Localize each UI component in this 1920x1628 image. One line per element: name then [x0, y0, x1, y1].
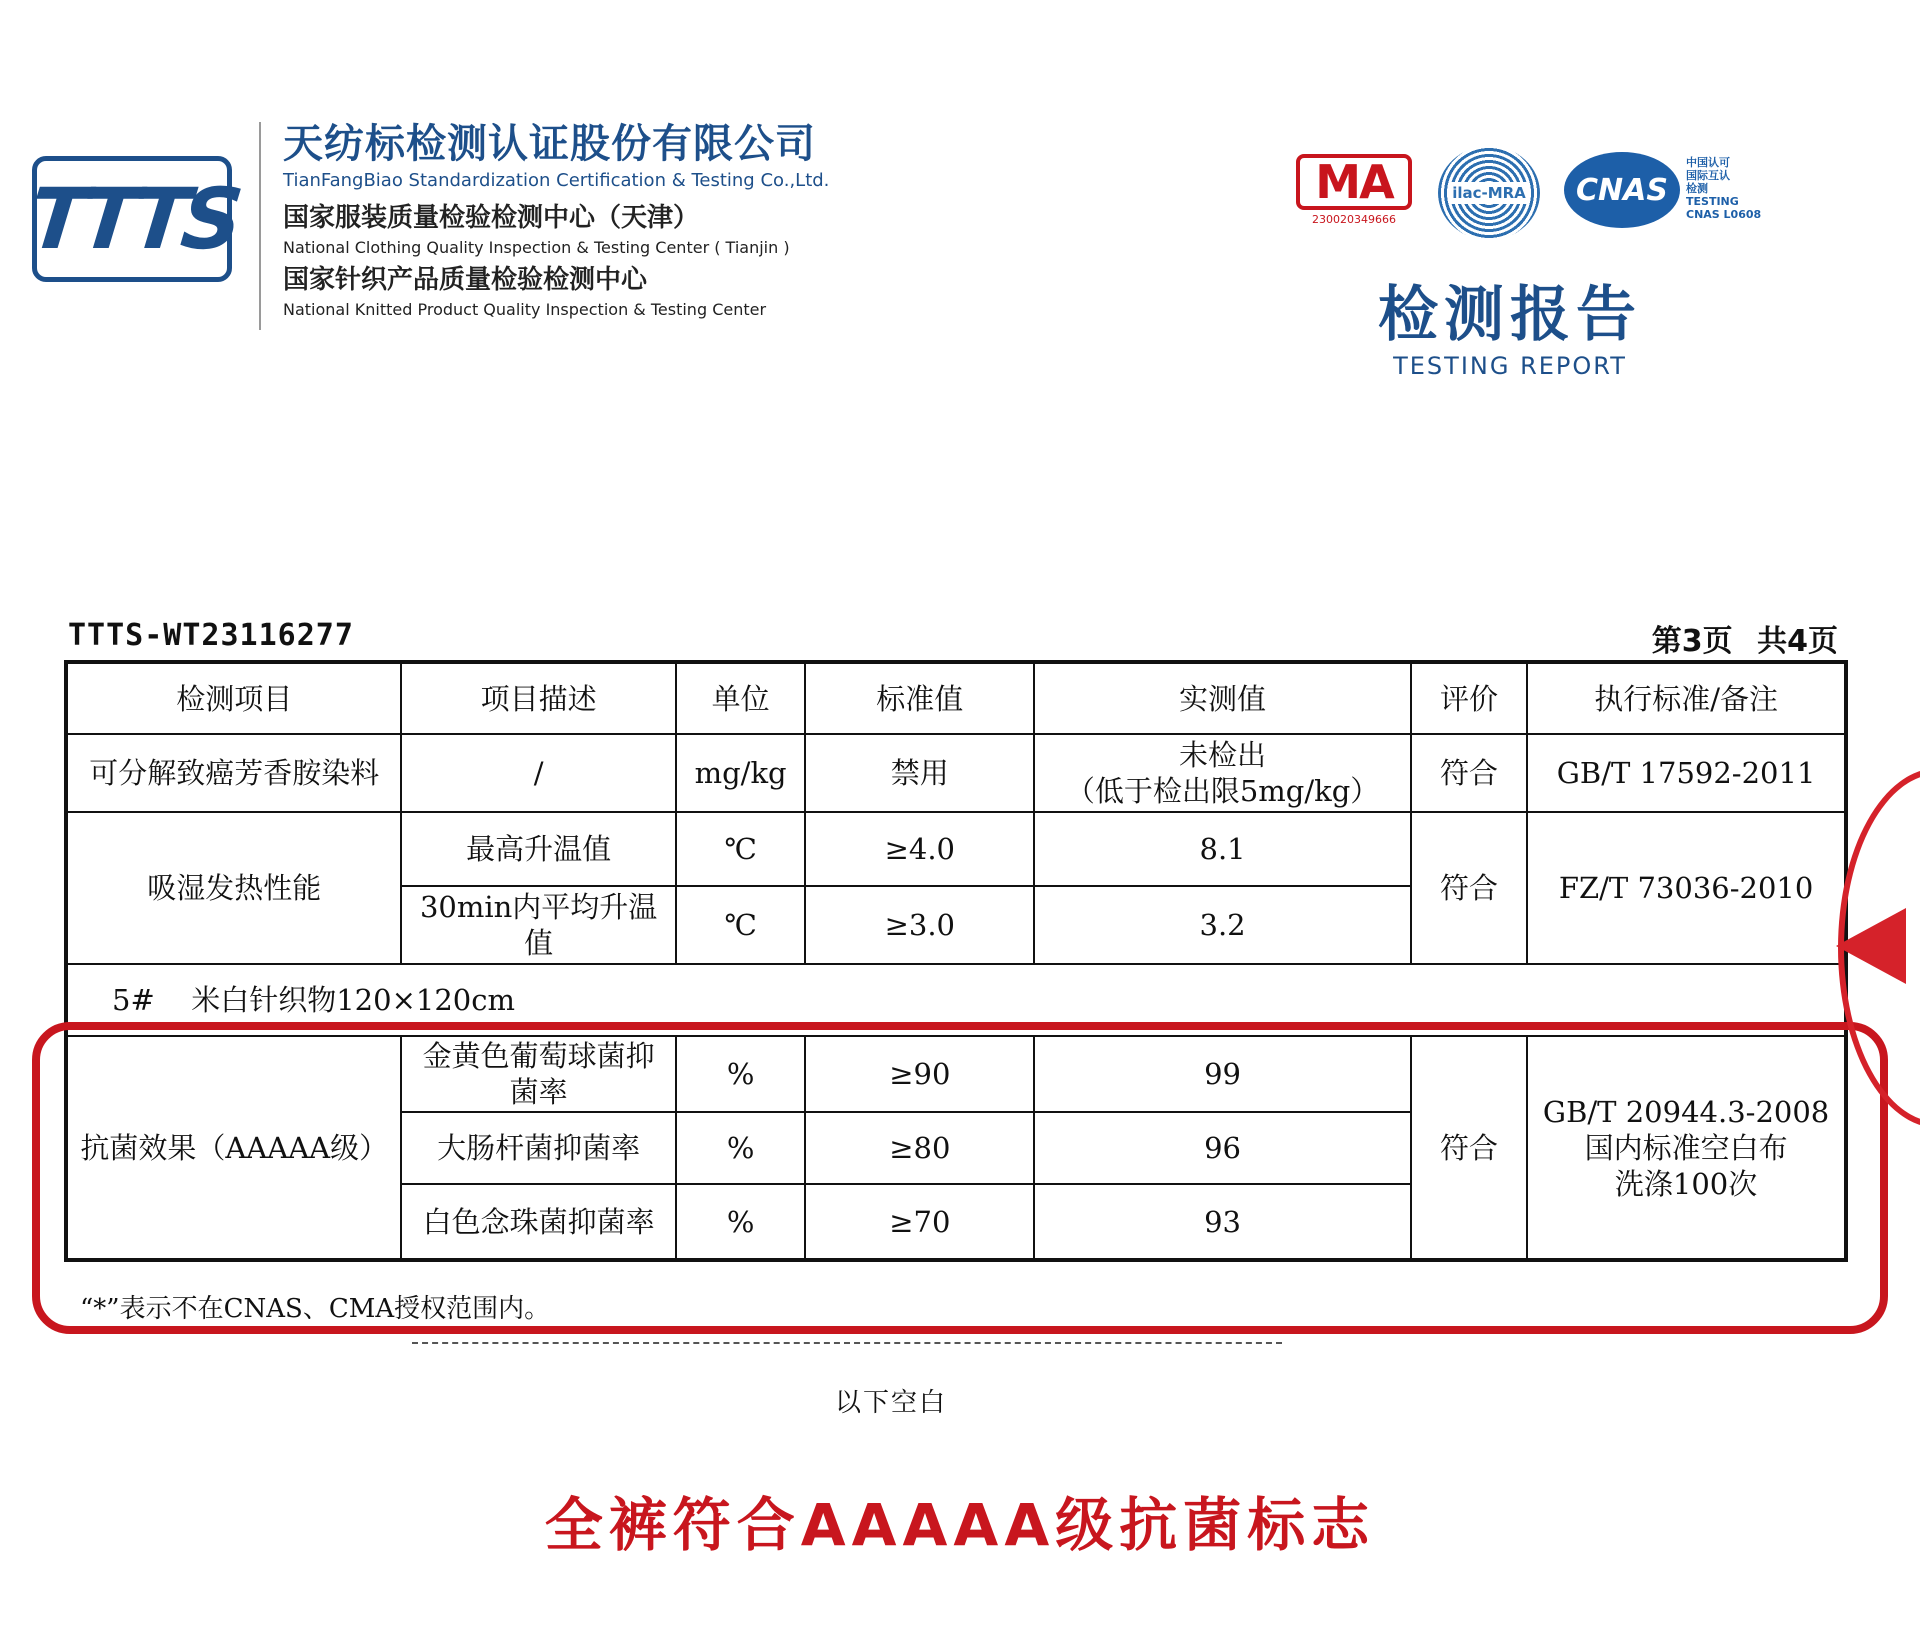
method-line: GB/T 20944.3-2008: [1542, 1094, 1830, 1129]
table-header: 评价: [1411, 662, 1527, 734]
test-standard: ≥90: [805, 1036, 1034, 1112]
test-desc: 白色念珠菌抑菌率: [401, 1184, 675, 1260]
page-total: 共4页: [1757, 624, 1838, 659]
method-line: 洗涤100次: [1614, 1166, 1758, 1201]
test-measured: 3.2: [1034, 886, 1411, 964]
center1-name-cn: 国家服装质量检验检测中心（天津）: [283, 203, 700, 233]
test-desc: 大肠杆菌抑菌率: [401, 1112, 675, 1184]
table-header: 检测项目: [66, 662, 401, 734]
test-desc: 最高升温值: [401, 812, 675, 886]
cnas-logo: CNAS: [1576, 172, 1668, 208]
test-standard: ≥3.0: [805, 886, 1034, 964]
authorization-note: “*”表示不在CNAS、CMA授权范围内。: [80, 1294, 551, 1324]
test-unit: %: [676, 1184, 806, 1260]
test-desc: 30min内平均升温值: [401, 886, 675, 964]
ilac-label: ilac-MRA: [1449, 182, 1529, 204]
test-item: 可分解致癌芳香胺染料: [66, 734, 401, 812]
test-unit: mg/kg: [676, 734, 806, 812]
test-desc: 金黄色葡萄球菌抑菌率: [401, 1036, 675, 1112]
cma-logo: MA: [1296, 154, 1412, 210]
end-divider: [412, 1342, 1282, 1344]
cnas-side-text: 中国认可 国际互认 检测 TESTING CNAS L0608: [1686, 156, 1762, 221]
table-row: [66, 734, 1846, 812]
test-measured: 8.1: [1034, 812, 1411, 886]
test-unit: %: [676, 1036, 806, 1112]
page-indicator: [1652, 616, 1838, 660]
company-name-en: TianFangBiao Standardization Certification & Testing Co.,Ltd.: [283, 170, 830, 191]
test-measured: 93: [1034, 1184, 1411, 1260]
seal-star-icon: [1836, 908, 1906, 984]
cnas-mark: [1564, 152, 1680, 228]
highlight-frame: [32, 1022, 1888, 1334]
measured-line: （低于检出限5mg/kg）: [1065, 774, 1380, 808]
report-number: TTTS-WT23116277: [68, 618, 354, 653]
ttts-logo: [24, 156, 240, 282]
test-result: 符合: [1411, 1036, 1527, 1260]
method-line: 国内标准空白布: [1584, 1130, 1788, 1165]
test-item: 吸湿发热性能: [66, 812, 401, 964]
test-standard: ≥4.0: [805, 812, 1034, 886]
test-method: FZ/T 73036-2010: [1527, 812, 1846, 964]
table-header: 实测值: [1034, 662, 1411, 734]
test-unit: ℃: [676, 886, 806, 964]
cma-number: 230020349666: [1312, 213, 1396, 226]
test-unit: %: [676, 1112, 806, 1184]
test-standard: ≥80: [805, 1112, 1034, 1184]
cma-mark: [1296, 154, 1412, 226]
page-current: 第3页: [1651, 624, 1733, 659]
test-result: 符合: [1411, 812, 1527, 964]
blank-below-text: 以下空白: [835, 1388, 948, 1418]
test-measured: 99: [1034, 1036, 1411, 1112]
test-desc: /: [401, 734, 675, 812]
company-info: [283, 120, 829, 322]
test-standard: ≥70: [805, 1184, 1034, 1260]
company-name-cn: 天纺标检测认证股份有限公司: [283, 121, 816, 167]
sample-name: 米白针织物120×120cm: [191, 983, 515, 1017]
promo-headline: 全裤符合AAAAA级抗菌标志: [544, 1491, 1376, 1559]
report-title: [1360, 280, 1660, 382]
test-item: 抗菌效果（AAAAA级）: [66, 1036, 401, 1260]
test-measured: [1034, 734, 1411, 812]
table-header: 执行标准/备注: [1527, 662, 1846, 734]
table-header: 项目描述: [401, 662, 675, 734]
test-method: GB/T 17592-2011: [1527, 734, 1846, 812]
logo-text: TTTS: [24, 170, 240, 268]
table-header-row: [66, 662, 1846, 734]
center1-name-en: National Clothing Quality Inspection & Testing Center ( Tianjin ): [283, 238, 790, 257]
table-row: [66, 812, 1846, 886]
sample-id: 5#: [112, 983, 155, 1017]
ilac-mra-mark: [1438, 146, 1540, 240]
test-unit: ℃: [676, 812, 806, 886]
report-title-cn: 检测报告: [1378, 280, 1642, 350]
measured-line: 未检出: [1179, 738, 1267, 772]
test-measured: 96: [1034, 1112, 1411, 1184]
test-result: 符合: [1411, 734, 1527, 812]
test-standard: 禁用: [805, 734, 1034, 812]
center2-name-cn: 国家针织产品质量检验检测中心: [283, 265, 648, 295]
table-header: 单位: [676, 662, 806, 734]
report-title-en: TESTING REPORT: [1393, 352, 1627, 380]
center2-name-en: National Knitted Product Quality Inspection & Testing Center: [283, 300, 767, 319]
table-header: 标准值: [805, 662, 1034, 734]
header-divider: [259, 122, 261, 330]
